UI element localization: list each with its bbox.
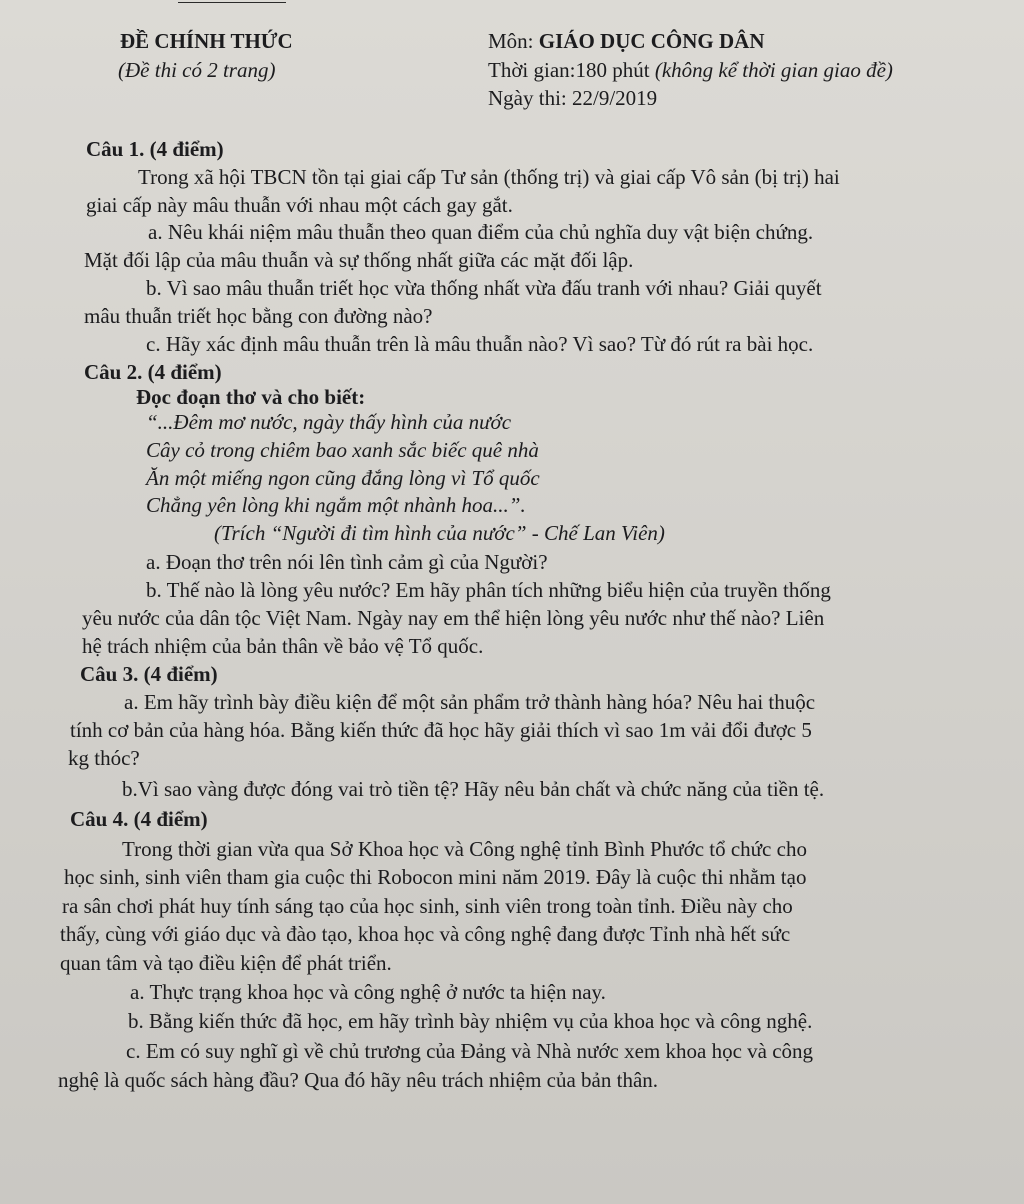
exam-date: Ngày thi: 22/9/2019 bbox=[488, 86, 658, 110]
q1-intro-line-1: Trong xã hội TBCN tồn tại giai cấp Tư sản (thống trị) và giai cấp Vô sản (bị trị) hai bbox=[138, 165, 840, 189]
question-3-title: Câu 3. (4 điểm) bbox=[80, 662, 218, 686]
q1-b-line-2: mâu thuẫn triết học bằng con đường nào? bbox=[84, 304, 433, 328]
page-count-note: (Đề thi có 2 trang) bbox=[118, 58, 276, 82]
q1-b-line-1: b. Vì sao mâu thuẫn triết học vừa thống nhất vừa đấu tranh với nhau? Giải quyết bbox=[146, 276, 822, 300]
q1-c: c. Hãy xác định mâu thuẫn trên là mâu thuẫn nào? Vì sao? Từ đó rút ra bài học. bbox=[146, 332, 814, 356]
question-4-title: Câu 4. (4 điểm) bbox=[70, 807, 208, 831]
q4-intro-line-4: thấy, cùng với giáo dục và đào tạo, khoa học và công nghệ đang được Tỉnh nhà hết sức bbox=[60, 922, 791, 946]
q2-b-line-3: hệ trách nhiệm của bản thân về bảo vệ Tổ quốc. bbox=[82, 634, 484, 658]
q2-prompt: Đọc đoạn thơ và cho biết: bbox=[136, 385, 366, 409]
q3-a-line-1: a. Em hãy trình bày điều kiện để một sản phẩm trở thành hàng hóa? Nêu hai thuộc bbox=[124, 690, 816, 714]
q2-poem-line-2: Cây cỏ trong chiêm bao xanh sắc biếc quê nhà bbox=[146, 438, 539, 462]
q4-c-line-2: nghệ là quốc sách hàng đầu? Qua đó hãy nêu trách nhiệm của bản thân. bbox=[58, 1068, 659, 1092]
q3-a-line-3: kg thóc? bbox=[68, 746, 140, 770]
q1-intro-line-2: giai cấp này mâu thuẫn với nhau một cách gay gắt. bbox=[86, 193, 513, 217]
question-1-title: Câu 1. (4 điểm) bbox=[86, 137, 224, 161]
q1-a-line-2: Mặt đối lập của mâu thuẫn và sự thống nhất giữa các mặt đối lập. bbox=[84, 248, 634, 272]
official-exam-label: ĐỀ CHÍNH THỨC bbox=[120, 29, 293, 53]
q4-intro-line-2: học sinh, sinh viên tham gia cuộc thi Robocon mini năm 2019. Đây là cuộc thi nhằm tạo bbox=[64, 865, 807, 889]
q4-b: b. Bằng kiến thức đã học, em hãy trình bày nhiệm vụ của khoa học và công nghệ. bbox=[128, 1009, 813, 1033]
top-rule bbox=[178, 2, 286, 3]
q2-poem-line-1: “...Đêm mơ nước, ngày thấy hình của nước bbox=[146, 410, 512, 434]
q2-b-line-2: yêu nước của dân tộc Việt Nam. Ngày nay em thể hiện lòng yêu nước như thế nào? Liên bbox=[82, 606, 825, 630]
q4-c-line-1: c. Em có suy nghĩ gì về chủ trương của Đảng và Nhà nước xem khoa học và công bbox=[126, 1039, 814, 1063]
q4-intro-line-5: quan tâm và tạo điều kiện để phát triển. bbox=[60, 951, 392, 975]
subject-line bbox=[488, 28, 765, 54]
q2-poem-line-3: Ăn một miếng ngon cũng đắng lòng vì Tổ quốc bbox=[146, 466, 540, 490]
time-label: Thời gian:180 phút bbox=[488, 58, 655, 82]
q4-a: a. Thực trạng khoa học và công nghệ ở nước ta hiện nay. bbox=[130, 980, 606, 1004]
q3-b: b.Vì sao vàng được đóng vai trò tiền tệ? Hãy nêu bản chất và chức năng của tiền tệ. bbox=[122, 777, 825, 801]
q2-poem-line-4: Chẳng yên lòng khi ngắm một nhành hoa...”. bbox=[146, 493, 526, 517]
q3-a-line-2: tính cơ bản của hàng hóa. Bằng kiến thức đã học hãy giải thích vì sao 1m vải đổi được 5 bbox=[70, 718, 812, 742]
time-line bbox=[488, 57, 893, 83]
q2-a: a. Đoạn thơ trên nói lên tình cảm gì của Người? bbox=[146, 550, 548, 574]
subject-label: Môn: bbox=[488, 29, 539, 53]
time-note: (không kể thời gian giao đề) bbox=[654, 58, 893, 82]
question-2-title: Câu 2. (4 điểm) bbox=[84, 360, 222, 384]
q4-intro-line-3: ra sân chơi phát huy tính sáng tạo của học sinh, sinh viên trong toàn tỉnh. Điều này cho bbox=[62, 894, 793, 918]
subject-name: GIÁO DỤC CÔNG DÂN bbox=[538, 29, 765, 53]
q1-a-line-1: a. Nêu khái niệm mâu thuẫn theo quan điểm của chủ nghĩa duy vật biện chứng. bbox=[148, 220, 814, 244]
q2-poem-source: (Trích “Người đi tìm hình của nước” - Chế Lan Viên) bbox=[214, 521, 665, 545]
q2-b-line-1: b. Thế nào là lòng yêu nước? Em hãy phân tích những biểu hiện của truyền thống bbox=[146, 578, 831, 602]
q4-intro-line-1: Trong thời gian vừa qua Sở Khoa học và Công nghệ tỉnh Bình Phước tổ chức cho bbox=[122, 837, 807, 861]
